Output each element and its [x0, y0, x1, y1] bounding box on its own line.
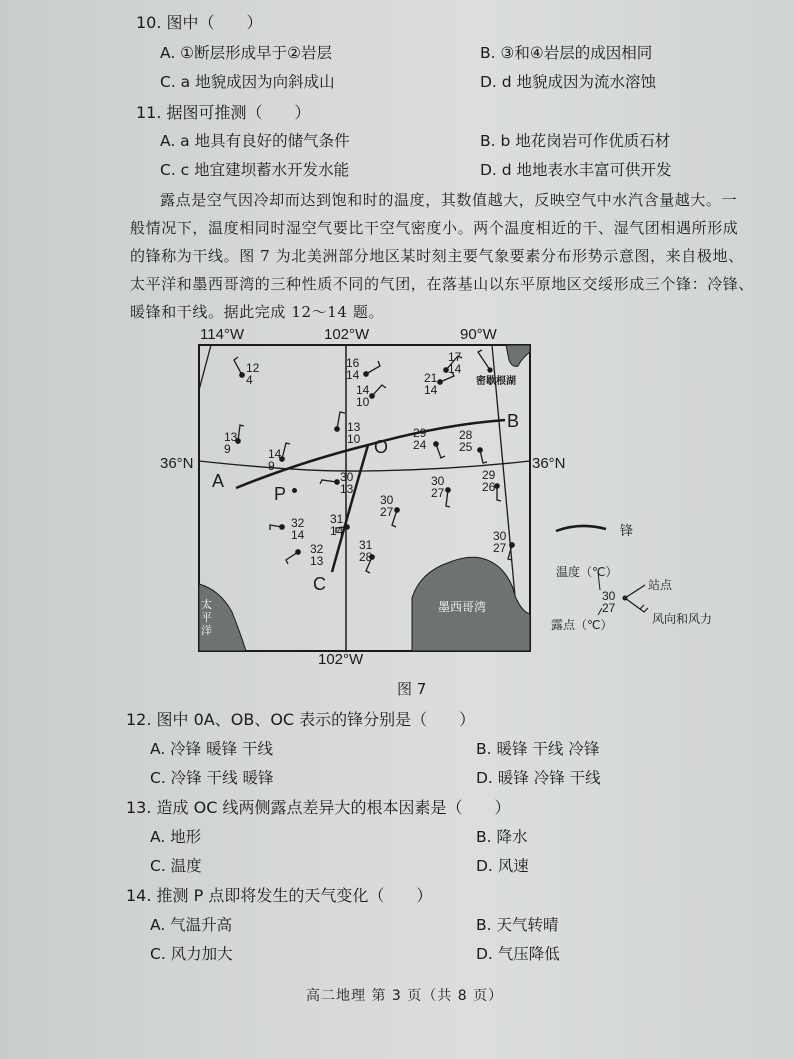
station-dew: 14 [330, 524, 344, 538]
q12-stem: 12. 图中 0A、OB、OC 表示的锋分别是（ ） [126, 710, 476, 729]
station-temp: 14 [356, 383, 370, 397]
lon-label-102w-top: 102°W [324, 326, 370, 343]
station-values [431, 475, 444, 499]
station-dew: 13 [340, 482, 354, 496]
legend-sample-temp: 30 [602, 589, 616, 603]
station-temp: 30 [380, 493, 394, 507]
wind-barb [238, 425, 244, 441]
figure-caption: 图 7 [397, 680, 427, 698]
q13-option-b: B. 降水 [476, 828, 528, 846]
q11-option-a: A. a 地具有良好的储气条件 [160, 132, 350, 150]
station-dew: 9 [224, 442, 231, 456]
point-b-label: B [507, 411, 520, 431]
station-temp: 28 [459, 428, 473, 442]
station-temp: 14 [268, 447, 282, 461]
wind-barb [320, 480, 337, 484]
station-values [459, 429, 472, 453]
station-dew: 27 [380, 505, 394, 519]
q10-option-b: B. ③和④岩层的成因相同 [480, 44, 653, 62]
point-o-label: O [374, 437, 389, 457]
wind-barb [372, 385, 386, 396]
wind-barb [286, 552, 298, 564]
wind-barb [480, 450, 487, 463]
passage-line: 太平洋和墨西哥湾的三种性质不同的气团，在落基山以东平原地区交绥形成三个锋：冷锋、 [130, 275, 755, 293]
gulf-label: 墨西哥湾 [438, 600, 487, 614]
station-values [310, 543, 323, 567]
station-temp: 32 [291, 516, 305, 530]
wind-barb [436, 444, 445, 458]
q12-option-c: C. 冷锋 干线 暖锋 [150, 769, 274, 787]
station-values [413, 427, 426, 451]
station-dew: 27 [493, 541, 507, 555]
station-values [380, 494, 393, 518]
station-dew: 27 [431, 486, 445, 500]
q10-option-c: C. a 地貌成因为向斜成山 [160, 73, 335, 91]
q12-option-a: A. 冷锋 暖锋 干线 [150, 740, 274, 758]
q11-option-d: D. d 地地表水丰富可供开发 [480, 161, 672, 179]
lat-label-left: 36°N [160, 455, 194, 472]
station-values [493, 530, 506, 554]
station-values [246, 362, 259, 386]
meridian-114w [199, 345, 211, 390]
legend-sample-dew: 27 [602, 601, 616, 615]
q11-option-c: C. c 地宜建坝蓄水开发水能 [160, 161, 350, 179]
point-c-label: C [313, 574, 326, 594]
legend-dew-label: 露点（℃） [551, 618, 613, 632]
lake-michigan-area [506, 345, 530, 366]
q11-stem: 11. 据图可推测（ ） [136, 103, 311, 122]
page-footer: 高二地理 第 3 页（共 8 页） [306, 988, 504, 1004]
q11-option-b: B. b 地花岗岩可作优质石材 [480, 132, 671, 150]
q13-option-d: D. 风速 [476, 857, 529, 875]
station-values [346, 357, 359, 381]
legend-station-pointer [625, 585, 645, 598]
station-dew: 24 [413, 438, 427, 452]
q10-option-d: D. d 地貌成因为流水溶蚀 [480, 73, 657, 91]
legend-sample-values [602, 590, 615, 614]
station-values [424, 372, 437, 396]
station-values [224, 431, 237, 455]
point-a-label: A [212, 471, 225, 491]
station-temp: 31 [359, 538, 373, 552]
lon-label-90w: 90°W [460, 326, 497, 343]
station-temp: 17 [448, 350, 462, 364]
station-temp: 30 [431, 474, 445, 488]
station-dew: 14 [291, 528, 305, 542]
station-values [347, 421, 360, 445]
station-temp: 16 [346, 356, 360, 370]
station-temp: 30 [493, 529, 507, 543]
q10-option-a: A. ①断层形成早于②岩层 [160, 44, 332, 62]
passage-line: 暖锋和干线。据此完成 12～14 题。 [130, 303, 385, 321]
wind-barb [282, 443, 290, 459]
legend-wind-barb [625, 598, 648, 612]
station-dew: 9 [268, 459, 275, 473]
station-dew: 14 [346, 368, 360, 382]
station-temp: 29 [482, 468, 496, 482]
station-temp: 21 [424, 371, 438, 385]
passage-line: 露点是空气因冷却而达到饱和时的温度，其数值越大，反映空气中水汽含量越大。一 [160, 191, 738, 209]
wind-barb [478, 350, 490, 370]
legend-front-label: 锋 [620, 524, 634, 539]
lon-label-102w-bottom: 102°W [318, 651, 364, 668]
station-dew: 14 [448, 362, 462, 376]
wind-barb [366, 361, 380, 374]
wind-barb [234, 357, 242, 375]
station-values [448, 351, 461, 375]
station-values [330, 513, 343, 537]
station-dew: 14 [424, 383, 438, 397]
station-dew: 4 [246, 373, 253, 387]
pacific-label: 太平洋 [201, 598, 212, 637]
station-dew: 10 [356, 395, 370, 409]
station-temp: 12 [246, 361, 260, 375]
station-values [356, 384, 369, 408]
q14-option-c: C. 风力加大 [150, 945, 233, 963]
station-dew: 25 [459, 440, 473, 454]
lon-label-114w: 114°W [200, 326, 245, 343]
wind-barb [497, 486, 501, 501]
station-values [359, 539, 372, 563]
q14-option-a: A. 气温升高 [150, 916, 233, 934]
q13-stem: 13. 造成 OC 线两侧露点差异大的根本因素是（ ） [126, 798, 511, 817]
parallel-36n [199, 461, 530, 471]
q12-option-b: B. 暖锋 干线 冷锋 [476, 740, 600, 758]
station-temp: 31 [330, 512, 344, 526]
passage-line: 般情况下，温度相同时湿空气要比干空气密度小。两个温度相近的干、湿气团相遇所形成 [130, 219, 739, 237]
point-p-label: P [274, 484, 287, 504]
legend-temp-label: 温度（℃） [556, 565, 618, 579]
station-temp: 29 [413, 426, 427, 440]
station-temp: 13 [347, 420, 361, 434]
q13-option-a: A. 地形 [150, 828, 202, 846]
station-values [482, 469, 495, 493]
passage-line: 的锋称为干线。图 7 为北美洲部分地区某时刻主要气象要素分布形势示意图，来自极地、 [130, 247, 744, 265]
station-dew: 26 [482, 480, 496, 494]
lake-label: 密歇根湖 [476, 376, 516, 387]
lat-label-right: 36°N [532, 455, 566, 472]
station-temp: 13 [224, 430, 238, 444]
station-temp: 30 [340, 470, 354, 484]
q14-stem: 14. 推测 P 点即将发生的天气变化（ ） [126, 886, 433, 905]
legend-wind-label: 风向和风力 [652, 612, 713, 626]
q14-option-b: B. 天气转晴 [476, 916, 559, 934]
legend-front-symbol [556, 526, 606, 531]
point-p-dot [292, 488, 297, 493]
station-dew: 13 [310, 554, 324, 568]
wind-barb [446, 490, 450, 507]
station-dew: 28 [359, 550, 373, 564]
q13-option-c: C. 温度 [150, 857, 202, 875]
station-values [291, 517, 304, 541]
station-values [340, 471, 353, 495]
q14-option-d: D. 气压降低 [476, 945, 560, 963]
legend-station-label: 站点 [648, 578, 673, 592]
q10-stem: 10. 图中（ ） [136, 13, 263, 32]
station-temp: 32 [310, 542, 324, 556]
station-values [268, 448, 281, 472]
q12-option-d: D. 暖锋 冷锋 干线 [476, 769, 601, 787]
station-dew: 10 [347, 432, 361, 446]
